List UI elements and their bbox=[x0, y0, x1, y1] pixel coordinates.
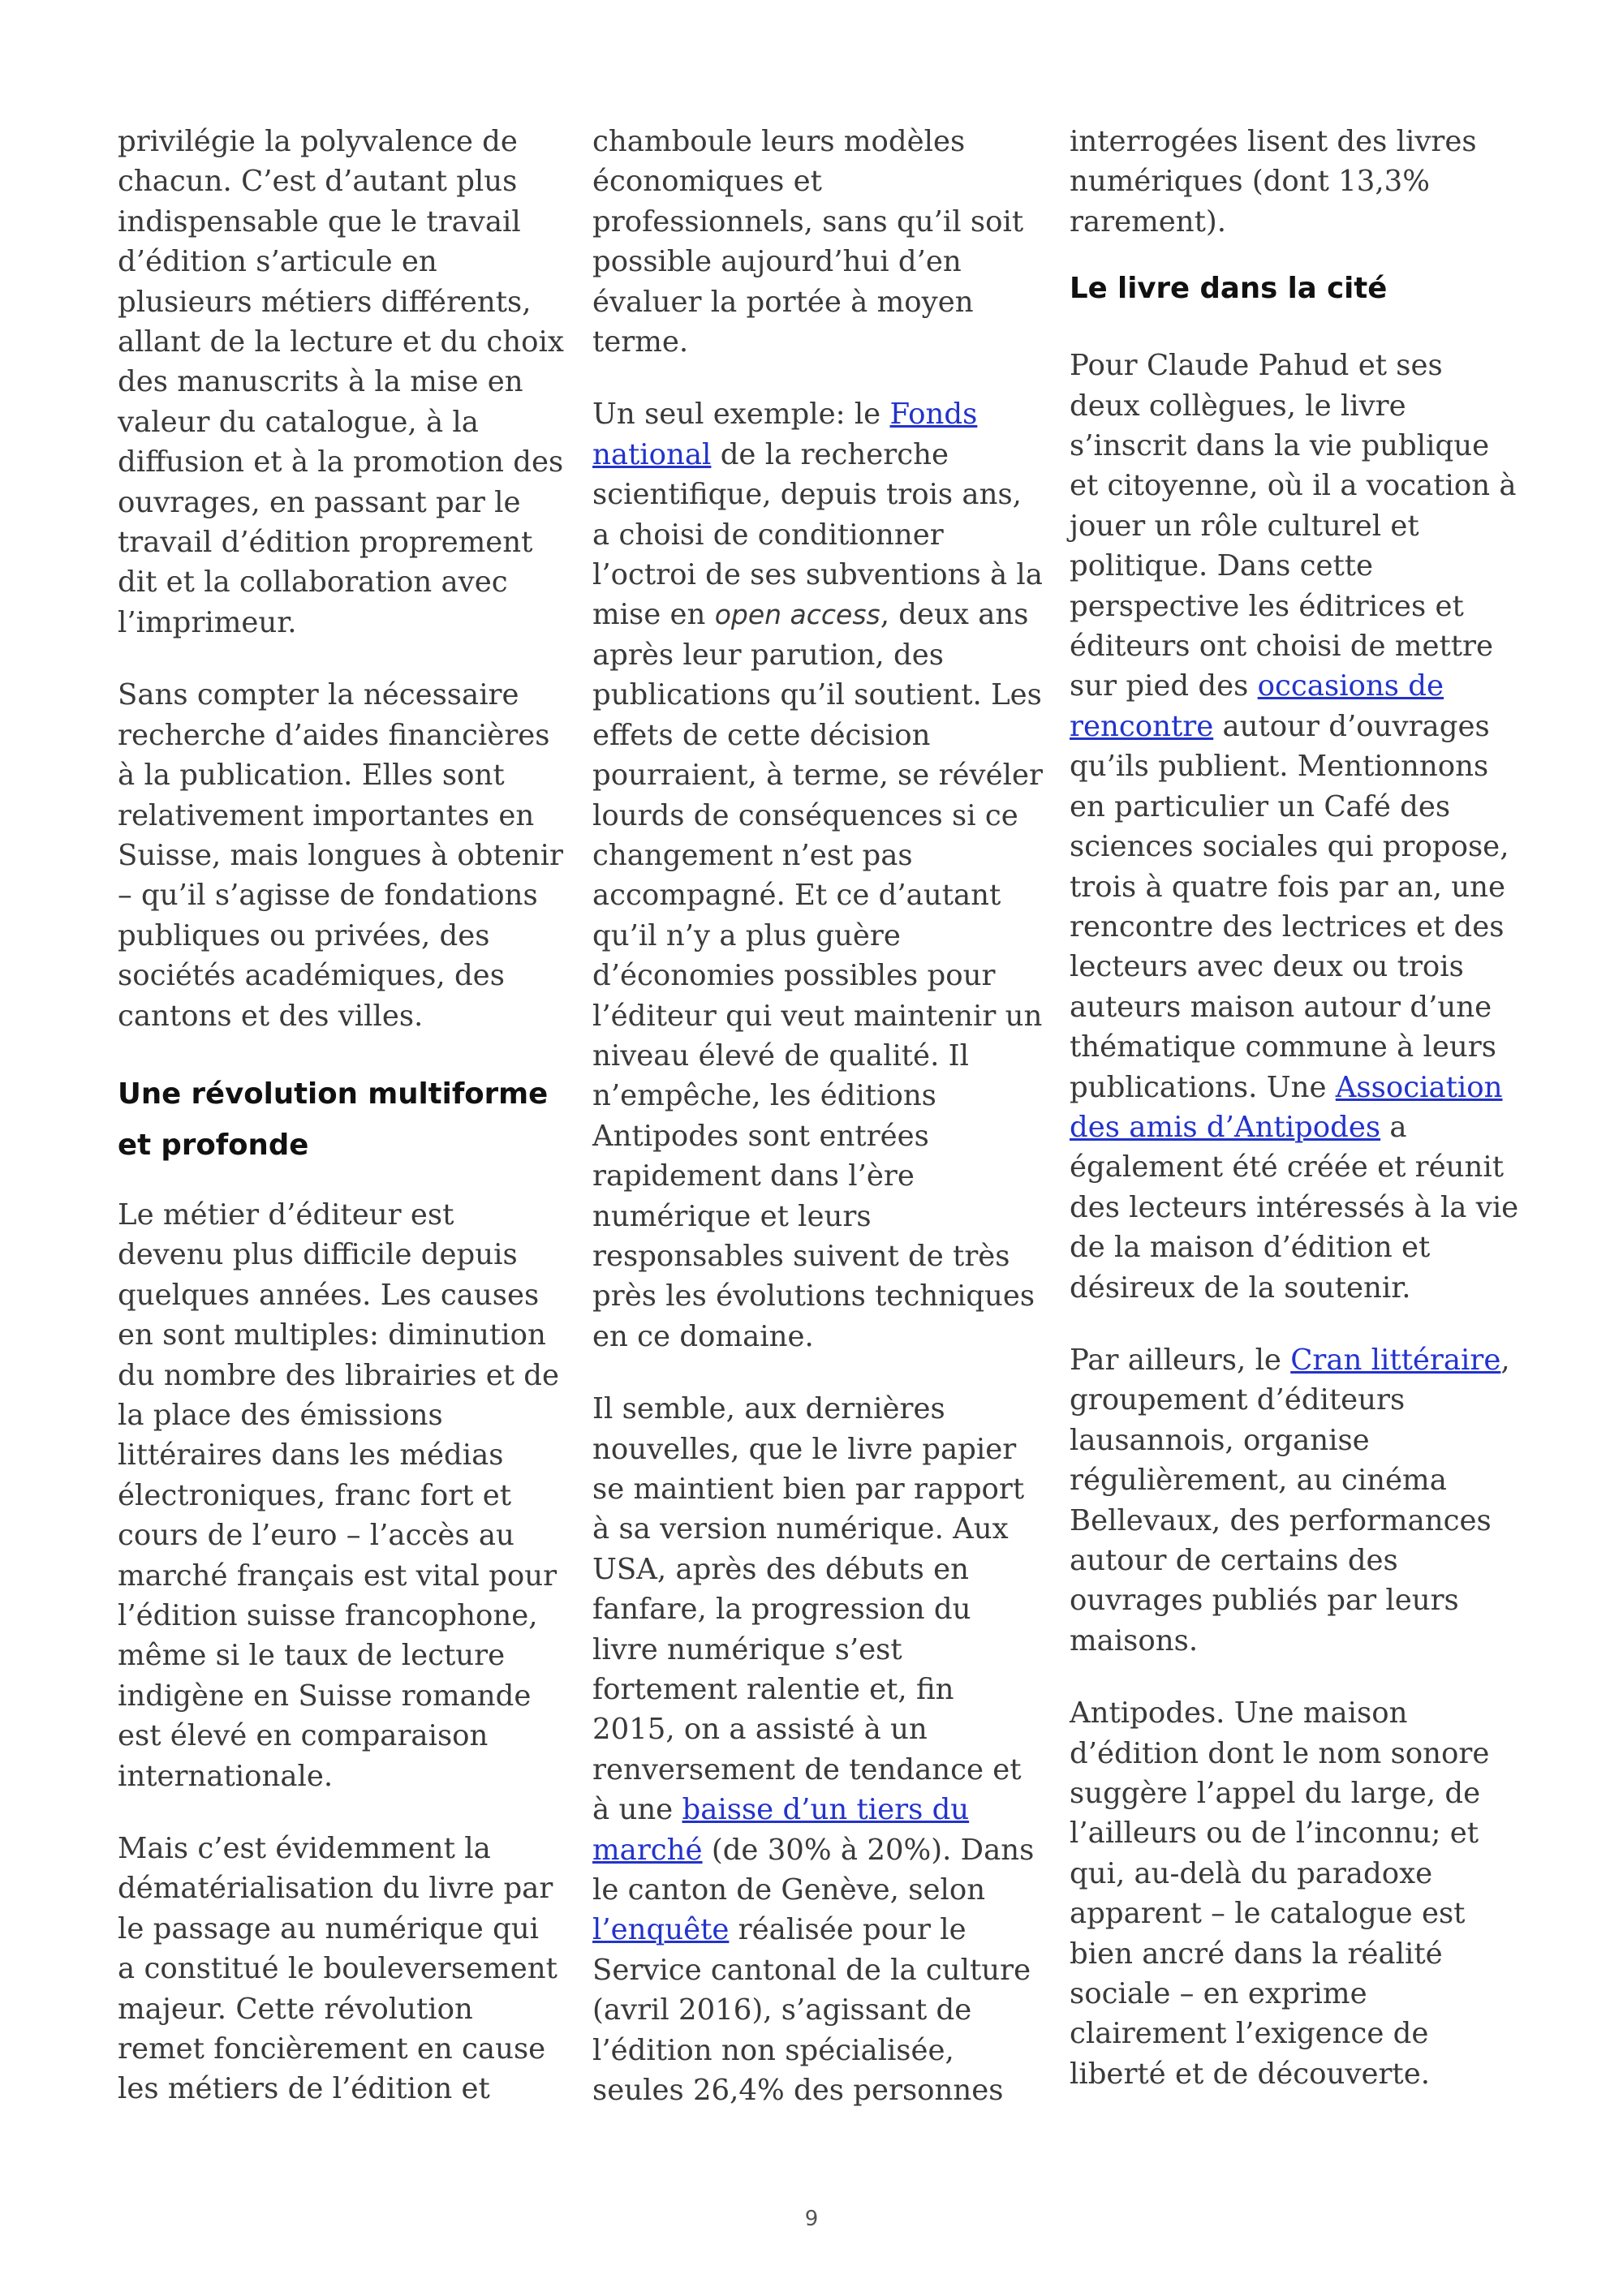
link-cran-litteraire[interactable]: Cran littéraire bbox=[1290, 1343, 1501, 1377]
text-run: , groupement d’éditeurs lausannois, organise régulièrement, au cinéma Bellevaux, des performances autour de certains des ouvrages publiés par leurs maisons. bbox=[1070, 1343, 1510, 1658]
paragraph: Sans compter la nécessaire recherche d’aides financières à la publication. Elles sont relativement importantes en Suisse, mais longues à obtenir – qu’il s’agisse de fondations publiques ou privées, des sociétés académiques, des cantons et des villes. bbox=[118, 678, 563, 1033]
paragraph: privilégie la polyvalence de chacun. C’est d’autant plus indispensable que le travail d’édition s’articule en plusieurs métiers différents, allant de la lecture et du choix des manuscrits à la mise en valeur du catalogue, à la diffusion et à la promotion des ouvrages, en passant par le travail d’édition proprement dit et la collaboration avec l’imprimeur. bbox=[118, 125, 564, 639]
text-run: , deux ans après leur parution, des publications qu’il soutient. Les effets de cette décision pourraient, à terme, se révéler lourds de conséquences si ce changement n’est pas accompagné. Et ce d’autant qu’il n’y a plus guère d’économies possibles pour l’éditeur qui veut maintenir un niveau élevé de qualité. Il n’empêche, les éditions Antipodes sont entrées rapidement dans l’ère numérique et leurs responsables suivent de très près les évolutions techniques en ce domaine. bbox=[592, 598, 1043, 1353]
link-occasions-de-rencontre[interactable]: occasions de rencontre bbox=[1070, 669, 1444, 743]
paragraph: interrogées lisent des livres numériques (dont 13,3% rarement). bbox=[1070, 125, 1477, 239]
paragraph bbox=[1070, 1340, 1520, 1661]
paragraph bbox=[1070, 346, 1520, 1308]
page-number: 9 bbox=[804, 2207, 819, 2231]
paragraph: Antipodes. Une maison d’édition dont le nom sonore suggère l’appel du large, de l’ailleurs ou de l’inconnu; et qui, au-delà du paradoxe apparent – le catalogue est bien ancré dans la réalité sociale – en exprime clairement l’exigence de liberté et de découverte. bbox=[1070, 1696, 1490, 2091]
paragraph bbox=[592, 394, 1043, 1357]
text-run: Pour Claude Pahud et ses deux collègues, le livre s’inscrit dans la vie publique et citoyenne, où il a vocation à jouer un rôle culturel et politique. Dans cette perspective les éditrices et éditeurs ont choisi de mettre sur pied des bbox=[1070, 349, 1517, 703]
paragraph: Mais c’est évidemment la dématérialisation du livre par le passage au numérique qui a constitué le bouleversement majeur. Cette révolution remet foncièrement en cause les métiers de l’édition et bbox=[118, 1832, 558, 2106]
paragraph: Le métier d’éditeur est devenu plus difficile depuis quelques années. Les causes en sont multiples: diminution du nombre des librairies et de la place des émissions littéraires dans les médias électroniques, franc fort et cours de l’euro – l’accès au marché français est vital pour l’édition suisse francophone, même si le taux de lecture indigène en Suisse romande est élevé en comparaison internationale. bbox=[118, 1197, 560, 1793]
text-run: réalisée pour le Service cantonal de la culture (avril 2016), s’agissant de l’édition non spécialisée, seules 26,4% des personnes bbox=[592, 1913, 1031, 2108]
section-heading: Le livre dans la cité bbox=[1070, 272, 1388, 306]
paragraph bbox=[592, 1389, 1043, 2110]
paragraph: chamboule leurs modèles économiques et professionnels, sans qu’il soit possible aujourd’hui d’en évaluer la portée à moyen terme. bbox=[592, 125, 1024, 359]
column-3 bbox=[1070, 122, 1520, 2094]
text-run: Par ailleurs, le bbox=[1070, 1343, 1291, 1377]
text-run: de la recherche scientifique, depuis trois ans, a choisi de conditionner l’octroi de ses subventions à la mise en bbox=[592, 437, 1043, 632]
text-run: a également été créée et réunit des lecteurs intéressés à la vie de la maison d’édition et désireux de la soutenir. bbox=[1070, 1110, 1519, 1305]
emphasis-text: open access bbox=[714, 599, 880, 631]
column-2 bbox=[592, 122, 1043, 2111]
section-heading: Une révolution multiforme et profonde bbox=[118, 1077, 549, 1162]
text-run: Il semble, aux dernières nouvelles, que le livre papier se maintient bien par rapport à sa version numérique. Aux USA, après des débuts en fanfare, la progression du livre numérique s’est fortement ralentie et, fin 2015, on a assisté à un renversement de tendance et à une bbox=[592, 1392, 1025, 1827]
link-baisse-marche[interactable]: baisse d’un tiers du marché bbox=[592, 1793, 970, 1867]
text-run: autour d’ouvrages qu’ils publient. Mentionnons en particulier un Café des sciences sociales qui propose, trois à quatre fois par an, une rencontre des lectrices et des lecteurs avec deux ou trois auteurs maison autour d’une thématique commune à leurs publications. Une bbox=[1070, 709, 1509, 1104]
link-association-amis-antipodes[interactable]: Association des amis d’Antipodes bbox=[1070, 1070, 1503, 1144]
link-enquete[interactable]: l’enquête bbox=[592, 1913, 730, 1947]
text-run: Un seul exemple: le bbox=[592, 398, 890, 432]
text-run: (de 30% à 20%). Dans le canton de Genève, selon bbox=[592, 1833, 1035, 1907]
column-1 bbox=[118, 122, 564, 2109]
link-fonds-national[interactable]: Fonds national bbox=[592, 398, 978, 471]
